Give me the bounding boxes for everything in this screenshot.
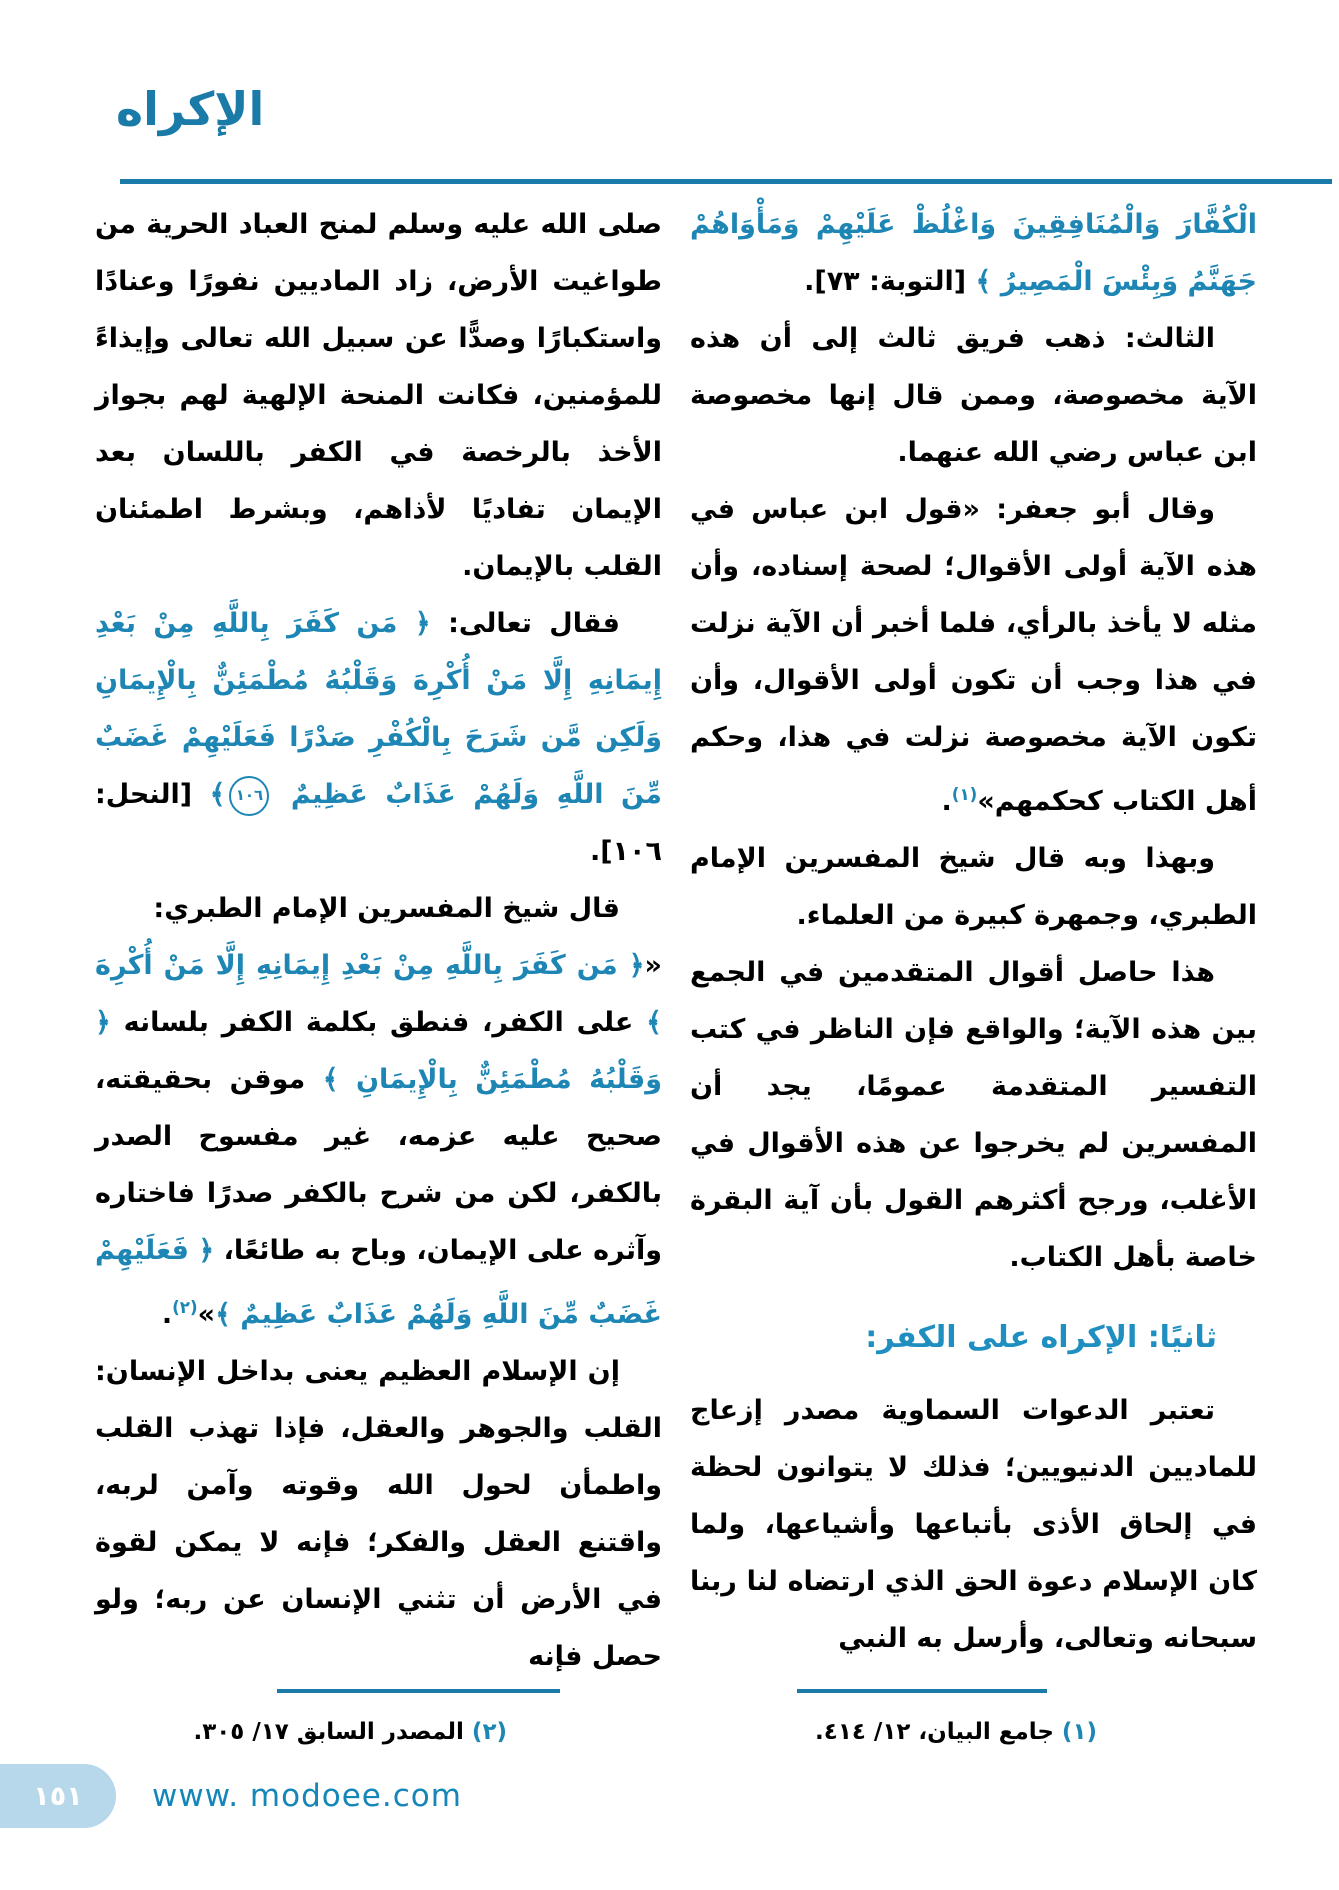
- paragraph-third-opinion: [690, 310, 1257, 481]
- quote-quran-3: ﴿ فَعَلَيْهِمْ غَضَبٌ مِّنَ اللَّهِ وَلَهُمْ عَذَابٌ عَظِيمٌ ﴾: [95, 1235, 662, 1330]
- footnote-separator-right: [797, 1689, 1047, 1693]
- abu-jaafar-text: وقال أبو جعفر: «قول ابن عباس في هذه الآية أولى الأقوال؛ لصحة إسناده، وأن مثله لا يأخذ بالرأي، فلما أخبر أن الآية نزلت في هذا وجب أن تكون أولى الأقوال، وأن تكون الآية مخصوصة نزلت في هذا، وحكم أهل الكتاب كحكمهم»: [690, 494, 1257, 817]
- summary-text: هذا حاصل أقوال المتقدمين في الجمع بين هذه الآية؛ والواقع فإن الناظر في كتب التفسير المتقدمة عمومًا، يجد أن المفسرين لم يخرجوا عن هذه الأقوال في الأغلب، ورجح أكثرهم القول بأن آية البقرة خاصة بأهل الكتاب.: [690, 957, 1257, 1273]
- footnote-1: [815, 1712, 1097, 1752]
- column-left: [95, 196, 662, 1685]
- verse-intro: فقال تعالى:: [430, 608, 620, 639]
- quote-text-2: موقن بحقيقته، صحيح عليه عزمه، غير مفسوح الصدر بالكفر، لكن من شرح بالكفر صدرًا فاختاره وآثره على الإيمان، وباح به طائعًا،: [95, 1064, 662, 1266]
- page-header-title: الإكراه: [116, 82, 265, 136]
- footnote-ref-1: (١): [951, 784, 978, 804]
- verse-reference-tawbah: [التوبة: ٧٣].: [804, 266, 976, 297]
- dawah-text: تعتبر الدعوات السماوية مصدر إزعاج للماديين الدنيويين؛ فذلك لا يتوانون لحظة في إلحاق الأذى بأتباعها وأشياعها، ولما كان الإسلام دعوة الحق الذي ارتضاه لنا ربنا سبحانه وتعالى، وأرسل به النبي: [690, 1395, 1257, 1654]
- tabari-quote-intro: قال شيخ المفسرين الإمام الطبري:: [153, 893, 620, 924]
- footnote-ref-2: (٢): [172, 1297, 198, 1317]
- footnote-separator-left: [277, 1689, 560, 1693]
- paragraph-tabari-agreement: [690, 830, 1257, 944]
- section-heading-ikrah-alal-kufr: ثانيًا: الإكراه على الكفر:: [865, 1320, 1217, 1355]
- paragraph-dawah: [690, 1382, 1257, 1667]
- ayah-number-badge: [229, 776, 269, 816]
- paragraph-summary: [690, 944, 1257, 1286]
- page-number-pill: [0, 1764, 116, 1828]
- paragraph-continuation: [95, 196, 662, 595]
- quote-open-mark: «: [644, 950, 662, 981]
- footnote-1-text: جامع البيان، ١٢/ ٤١٤.: [815, 1719, 1062, 1745]
- continuation-text: صلى الله عليه وسلم لمنح العباد الحرية من طواغيت الأرض، زاد الماديين نفورًا وعنادًا واستكبارًا وصدًّا عن سبيل الله تعالى وإيذاءً للمؤمنين، فكانت المنحة الإلهية لهم بجواز الأخذ بالرخصة في الكفر باللسان بعد الإيمان تفاديًا لأذاهم، وبشرط اطمئنان القلب بالإيمان.: [95, 209, 662, 582]
- quote-quran-1: ﴿ مَن كَفَرَ بِاللَّهِ مِنْ بَعْدِ إِيمَانِهِ إِلَّا مَنْ أُكْرِهَ ﴾: [95, 950, 662, 1038]
- page-number: ١٥١: [33, 1780, 83, 1812]
- paragraph-tabari-intro: [95, 880, 662, 937]
- footnote-2: [193, 1712, 507, 1752]
- quote-quran-2: ﴿ وَقَلْبُهُ مُطْمَئِنٌّ بِالْإِيمَانِ ﴾: [95, 1007, 663, 1095]
- third-opinion-lead: الثالث:: [1124, 323, 1215, 354]
- footnote-2-marker: (٢): [471, 1719, 507, 1745]
- footnote-2-text: المصدر السابق ١٧/ ٣٠٥.: [193, 1719, 472, 1745]
- quote-close-mark: »: [197, 1299, 216, 1330]
- website-text: www. modoee.com: [152, 1778, 462, 1814]
- islam-inner-text: إن الإسلام العظيم يعنى بداخل الإنسان: القلب والجوهر والعقل، فإذا تهذب القلب واطمأن لحول الله وقوته وآمن لربه، واقتنع العقل والفكر؛ فإنه لا يمكن لقوة في الأرض أن تثني الإنسان عن ربه؛ ولو حصل فإنه: [95, 1356, 662, 1672]
- header-rule: [120, 179, 1332, 184]
- quote-period: .: [161, 1299, 173, 1330]
- abu-jaafar-period: .: [941, 786, 952, 817]
- verse-reference-nahl: [النحل: ١٠٦].: [95, 779, 662, 867]
- third-opinion-text: ذهب فريق ثالث إلى أن هذه الآية مخصوصة، وممن قال إنها مخصوصة ابن عباس رضي الله عنهما.: [690, 323, 1257, 468]
- paragraph-tabari-quote: [95, 937, 662, 1343]
- footnote-1-marker: (١): [1061, 1719, 1097, 1745]
- paragraph-abu-jaafar: [690, 481, 1257, 830]
- quote-text-1: على الكفر، فنطق بكلمة الكفر بلسانه: [110, 1007, 647, 1038]
- tabari-agreement-text: وبهذا وبه قال شيخ المفسرين الإمام الطبري، وجمهرة كبيرة من العلماء.: [690, 843, 1257, 931]
- quran-close-bracket: ﴾: [209, 779, 226, 810]
- quran-text-tawbah: الْكُفَّارَ وَالْمُنَافِقِينَ وَاغْلُظْ عَلَيْهِمْ وَمَأْوَاهُمْ جَهَنَّمُ وَبِئْسَ الْمَصِيرُ ﴾: [690, 209, 1257, 297]
- ayah-number: ١٠٦: [235, 786, 264, 804]
- verse-block-nahl: [95, 595, 662, 880]
- quran-verse-tawbah: [690, 196, 1257, 310]
- quran-text-nahl: ﴿ مَن كَفَرَ بِاللَّهِ مِنْ بَعْدِ إِيمَانِهِ إِلَّا مَنْ أُكْرِهَ وَقَلْبُهُ مُطْمَئِنٌّ بِالْإِيمَانِ وَلَكِن مَّن شَرَحَ بِالْكُفْرِ صَدْرًا فَعَلَيْهِمْ غَضَبٌ مِّنَ اللَّهِ وَلَهُمْ عَذَابٌ عَظِيمٌ: [95, 608, 662, 810]
- paragraph-islam-inner: [95, 1343, 662, 1685]
- column-right: [690, 196, 1257, 1667]
